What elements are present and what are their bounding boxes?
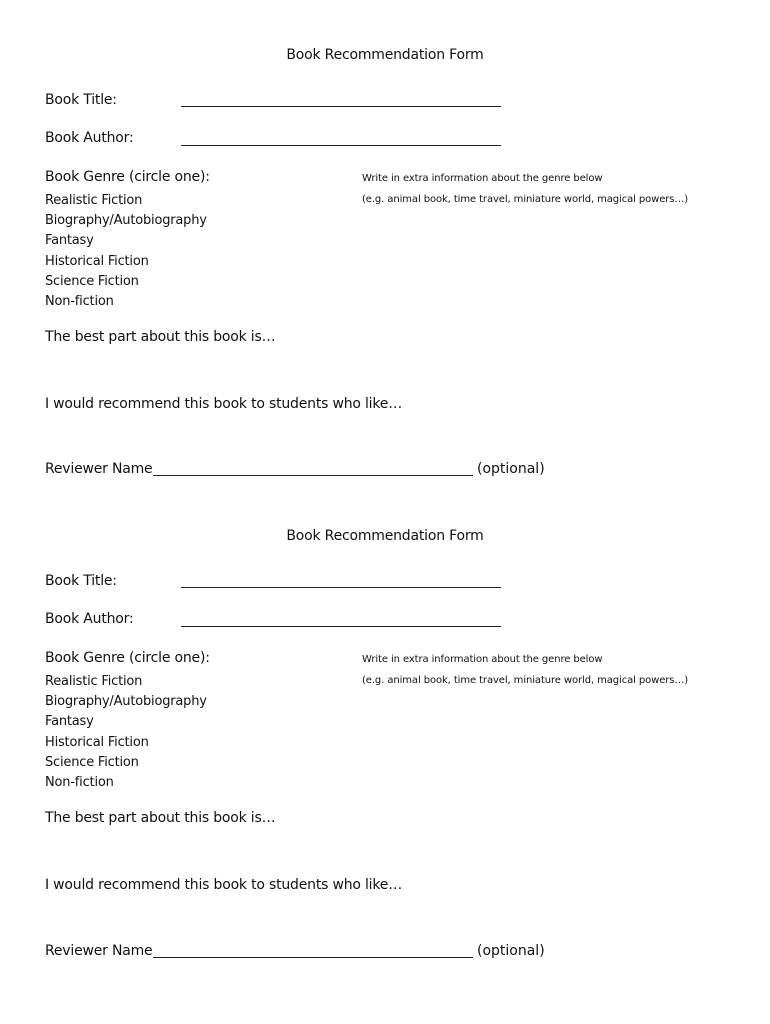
optional-label: (optional) (477, 461, 545, 477)
reviewer-name-line[interactable] (153, 957, 473, 958)
genre-example: (e.g. animal book, time travel, miniature world, magical powers…) (362, 675, 689, 686)
reviewer-label: Reviewer Name (45, 943, 153, 959)
genre-option-fantasy[interactable]: Fantasy (45, 714, 94, 730)
form-title: Book Recommendation Form (286, 528, 484, 544)
genre-options (45, 191, 207, 312)
recommendation-form-1 (0, 0, 770, 480)
genre-label: Book Genre (circle one): (45, 650, 210, 666)
book-author-line[interactable] (181, 145, 501, 146)
optional-label: (optional) (477, 943, 545, 959)
genre-option-science-fiction[interactable]: Science Fiction (45, 754, 139, 770)
genre-example: (e.g. animal book, time travel, miniature world, magical powers…) (362, 194, 689, 205)
genre-option-science-fiction[interactable]: Science Fiction (45, 273, 139, 289)
genre-option-historical-fiction[interactable]: Historical Fiction (45, 734, 149, 750)
book-title-label: Book Title: (45, 573, 117, 589)
recommend-prompt: I would recommend this book to students who like… (45, 877, 402, 893)
reviewer-label: Reviewer Name (45, 461, 153, 477)
book-title-line[interactable] (181, 106, 501, 107)
genre-label: Book Genre (circle one): (45, 169, 210, 185)
book-title-line[interactable] (181, 587, 501, 588)
form-title: Book Recommendation Form (286, 47, 484, 63)
genre-option-realistic-fiction[interactable]: Realistic Fiction (45, 674, 143, 689)
recommendation-form-2 (0, 481, 770, 961)
best-part-prompt: The best part about this book is… (45, 810, 276, 826)
book-author-line[interactable] (181, 626, 501, 627)
book-title-label: Book Title: (45, 92, 117, 108)
genre-option-biography[interactable]: Biography/Autobiography (45, 213, 207, 229)
genre-option-non-fiction[interactable]: Non-fiction (45, 293, 114, 309)
genre-option-historical-fiction[interactable]: Historical Fiction (45, 253, 149, 269)
best-part-prompt: The best part about this book is… (45, 329, 276, 345)
genre-option-realistic-fiction[interactable]: Realistic Fiction (45, 193, 143, 208)
reviewer-name-line[interactable] (153, 475, 473, 476)
recommend-prompt: I would recommend this book to students who like… (45, 396, 402, 412)
book-author-label: Book Author: (45, 611, 134, 627)
genre-option-non-fiction[interactable]: Non-fiction (45, 774, 114, 790)
book-author-label: Book Author: (45, 130, 134, 146)
genre-note: Write in extra information about the genre below (362, 654, 603, 665)
genre-option-biography[interactable]: Biography/Autobiography (45, 694, 207, 710)
genre-note: Write in extra information about the genre below (362, 173, 603, 184)
genre-options (45, 672, 207, 793)
genre-option-fantasy[interactable]: Fantasy (45, 233, 94, 249)
